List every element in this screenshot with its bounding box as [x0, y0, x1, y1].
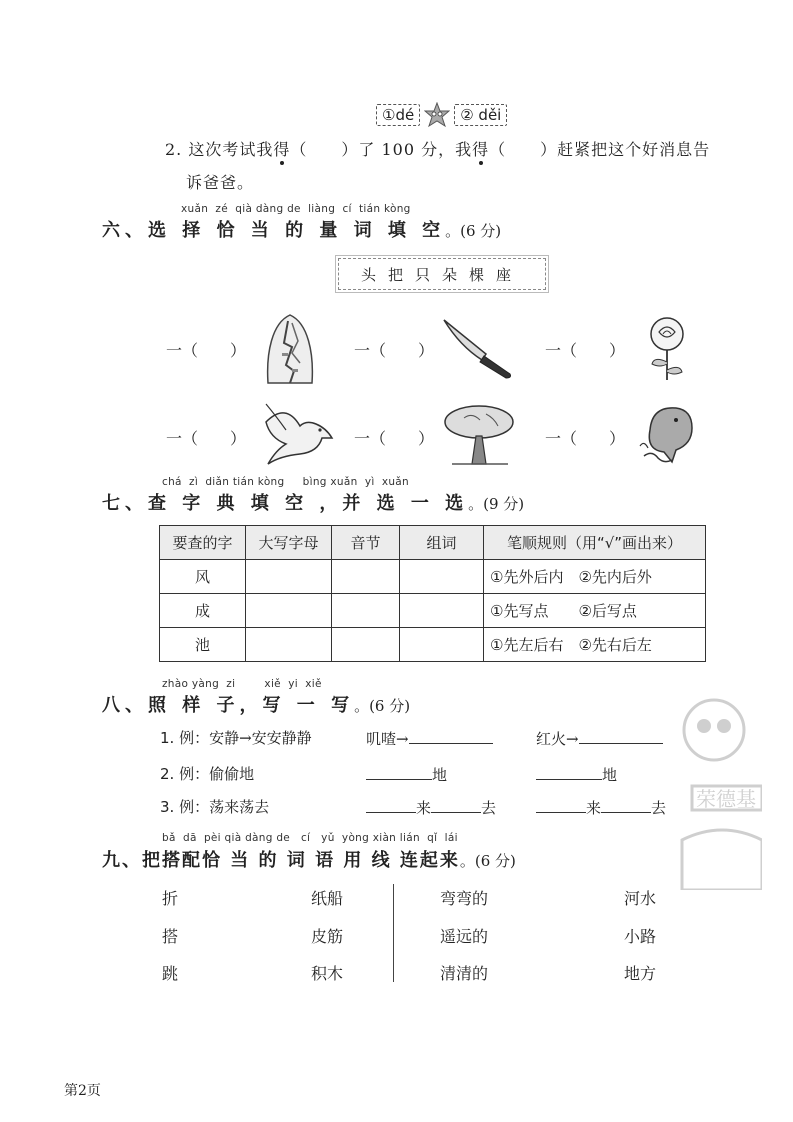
knife-icon	[440, 316, 514, 380]
ex2-task-b	[366, 763, 447, 785]
ex3-num: 3. 例：	[160, 798, 210, 816]
sec7-title	[102, 489, 524, 515]
ex1-num: 1. 例：	[160, 729, 210, 747]
ex3-lai: 来	[416, 799, 432, 817]
ex2-task-c	[536, 763, 617, 785]
column-divider	[393, 884, 394, 982]
right-a-3[interactable]: 清清的	[440, 964, 489, 983]
table-row	[160, 594, 706, 628]
syllable-input[interactable]	[332, 628, 400, 662]
answer-line[interactable]	[366, 796, 416, 813]
ex1-text: 安静→安安静静	[209, 729, 312, 747]
sec8-title-text: 八、照 样 子，写 一 写	[102, 695, 355, 716]
header-char: 要查的字	[160, 526, 246, 560]
sec9-title-text: 九、把搭配恰 当 的 词 语 用 线 连起来	[102, 850, 460, 871]
ex2-b-suffix: 地	[432, 766, 448, 784]
answer-line[interactable]	[536, 763, 602, 780]
right-b-3[interactable]: 地方	[624, 964, 657, 983]
ex1-task-c	[536, 727, 663, 749]
sec8-pinyin: zhào yàng zi xiě yi xiě	[162, 678, 322, 690]
right-a-1[interactable]: 弯弯的	[440, 889, 489, 908]
capital-input[interactable]	[246, 594, 332, 628]
sec8-title	[102, 691, 410, 717]
dotted-char-2: 得	[472, 140, 490, 159]
ex2-text: 偷偷地	[209, 765, 255, 783]
header-word: 组词	[400, 526, 484, 560]
answer-line[interactable]	[601, 796, 651, 813]
answer-line[interactable]	[579, 727, 663, 744]
header-syllable: 音节	[332, 526, 400, 560]
sec6-title	[102, 216, 501, 242]
ex3-text: 荡来荡去	[209, 798, 270, 816]
ex3-task-b	[366, 796, 496, 818]
stroke-rule[interactable]: ①先写点 ②后写点	[484, 594, 706, 628]
header-stroke-rule: 笔顺规则（用“√”画出来）	[484, 526, 706, 560]
blank-4[interactable]: 一（ ）	[166, 429, 247, 448]
ex3-lai: 来	[586, 799, 602, 817]
sec7-pinyin: chá zì diǎn tián kòng bìng xuǎn yì xuǎn	[162, 476, 409, 488]
header-capital: 大写字母	[246, 526, 332, 560]
q2-text-b: （ ）了 100 分，我	[290, 140, 473, 159]
answer-line[interactable]	[409, 727, 493, 744]
table-row	[160, 560, 706, 594]
syllable-input[interactable]	[332, 560, 400, 594]
ex2-c-suffix: 地	[602, 766, 618, 784]
ex1-task-b	[366, 727, 493, 749]
question-2-line2: 诉爸爸。	[186, 173, 255, 192]
sec7-title-text: 七、查 字 典 填 空 ，并 选 一 选	[102, 493, 469, 514]
blank-3[interactable]: 一（ ）	[545, 341, 626, 360]
word-input[interactable]	[400, 628, 484, 662]
stroke-rule[interactable]: ①先左后右 ②先右后左	[484, 628, 706, 662]
answer-line[interactable]	[431, 796, 481, 813]
right-a-2[interactable]: 遥远的	[440, 927, 489, 946]
sec9-pinyin: bǎ dā pèi qià dàng de cí yǔ yòng xiàn lián qǐ lái	[162, 832, 458, 844]
q2-text-a: 2. 这次考试我	[165, 140, 274, 159]
left-a-2[interactable]: 搭	[162, 927, 179, 946]
left-a-3[interactable]: 跳	[162, 964, 179, 983]
example-1	[160, 727, 312, 748]
table-row	[160, 628, 706, 662]
mountain-icon	[262, 313, 318, 385]
option-2: ② děi	[454, 104, 507, 126]
sec8-score: 。(6 分)	[354, 697, 411, 715]
word-input[interactable]	[400, 560, 484, 594]
measure-word-box: 头把只朵棵座	[338, 258, 546, 290]
answer-line[interactable]	[536, 796, 586, 813]
sec6-title-text: 六、选 择 恰 当 的 量 词 填 空	[102, 220, 446, 241]
example-3	[160, 796, 269, 817]
dolphin-icon	[636, 400, 696, 470]
publisher-logo-watermark	[662, 690, 762, 890]
sec9-score: 。(6 分)	[459, 852, 516, 870]
row-char: 风	[160, 560, 246, 594]
stroke-rule[interactable]: ①先外后内 ②先内后外	[484, 560, 706, 594]
answer-line[interactable]	[366, 763, 432, 780]
example-2	[160, 763, 254, 784]
question-2-line1	[165, 137, 710, 160]
row-char: 池	[160, 628, 246, 662]
syllable-input[interactable]	[332, 594, 400, 628]
sec6-score: 。(6 分)	[445, 222, 502, 240]
sec7-score: 。(9 分)	[468, 495, 525, 513]
sec6-pinyin: xuǎn zé qià dàng de liàng cí tián kòng	[181, 203, 411, 215]
rose-icon	[642, 314, 692, 382]
dictionary-table	[159, 525, 706, 662]
dotted-char-1: 得	[273, 140, 291, 159]
tree-icon	[442, 402, 516, 468]
right-b-2[interactable]: 小路	[624, 927, 657, 946]
left-b-3[interactable]: 积木	[311, 964, 344, 983]
dove-icon	[256, 402, 336, 468]
sec9-title	[102, 846, 516, 872]
ex2-num: 2. 例：	[160, 765, 210, 783]
blank-1[interactable]: 一（ ）	[166, 341, 247, 360]
page-number: 第2页	[64, 1083, 101, 1099]
ex1-c-label: 红火→	[536, 730, 579, 748]
capital-input[interactable]	[246, 560, 332, 594]
blank-5[interactable]: 一（ ）	[354, 429, 435, 448]
right-b-1[interactable]: 河水	[624, 889, 657, 908]
left-a-1[interactable]: 折	[162, 889, 179, 908]
ex3-qu: 去	[481, 799, 497, 817]
option-1: ①dé	[376, 104, 420, 126]
blank-2[interactable]: 一（ ）	[354, 341, 435, 360]
table-header-row	[160, 526, 706, 560]
left-b-1[interactable]: 纸船	[311, 889, 344, 908]
q2-text-c: （ ）赶紧把这个好消息告	[489, 140, 711, 159]
star-icon	[424, 102, 450, 128]
ex1-b-label: 叽喳→	[366, 730, 409, 748]
ex3-qu: 去	[651, 799, 667, 817]
capital-input[interactable]	[246, 628, 332, 662]
ex3-task-c	[536, 796, 666, 818]
blank-6[interactable]: 一（ ）	[545, 429, 626, 448]
watermark-text: 荣德基	[696, 787, 756, 811]
row-char: 成	[160, 594, 246, 628]
word-input[interactable]	[400, 594, 484, 628]
left-b-2[interactable]: 皮筋	[311, 927, 344, 946]
pronunciation-options	[376, 103, 507, 127]
